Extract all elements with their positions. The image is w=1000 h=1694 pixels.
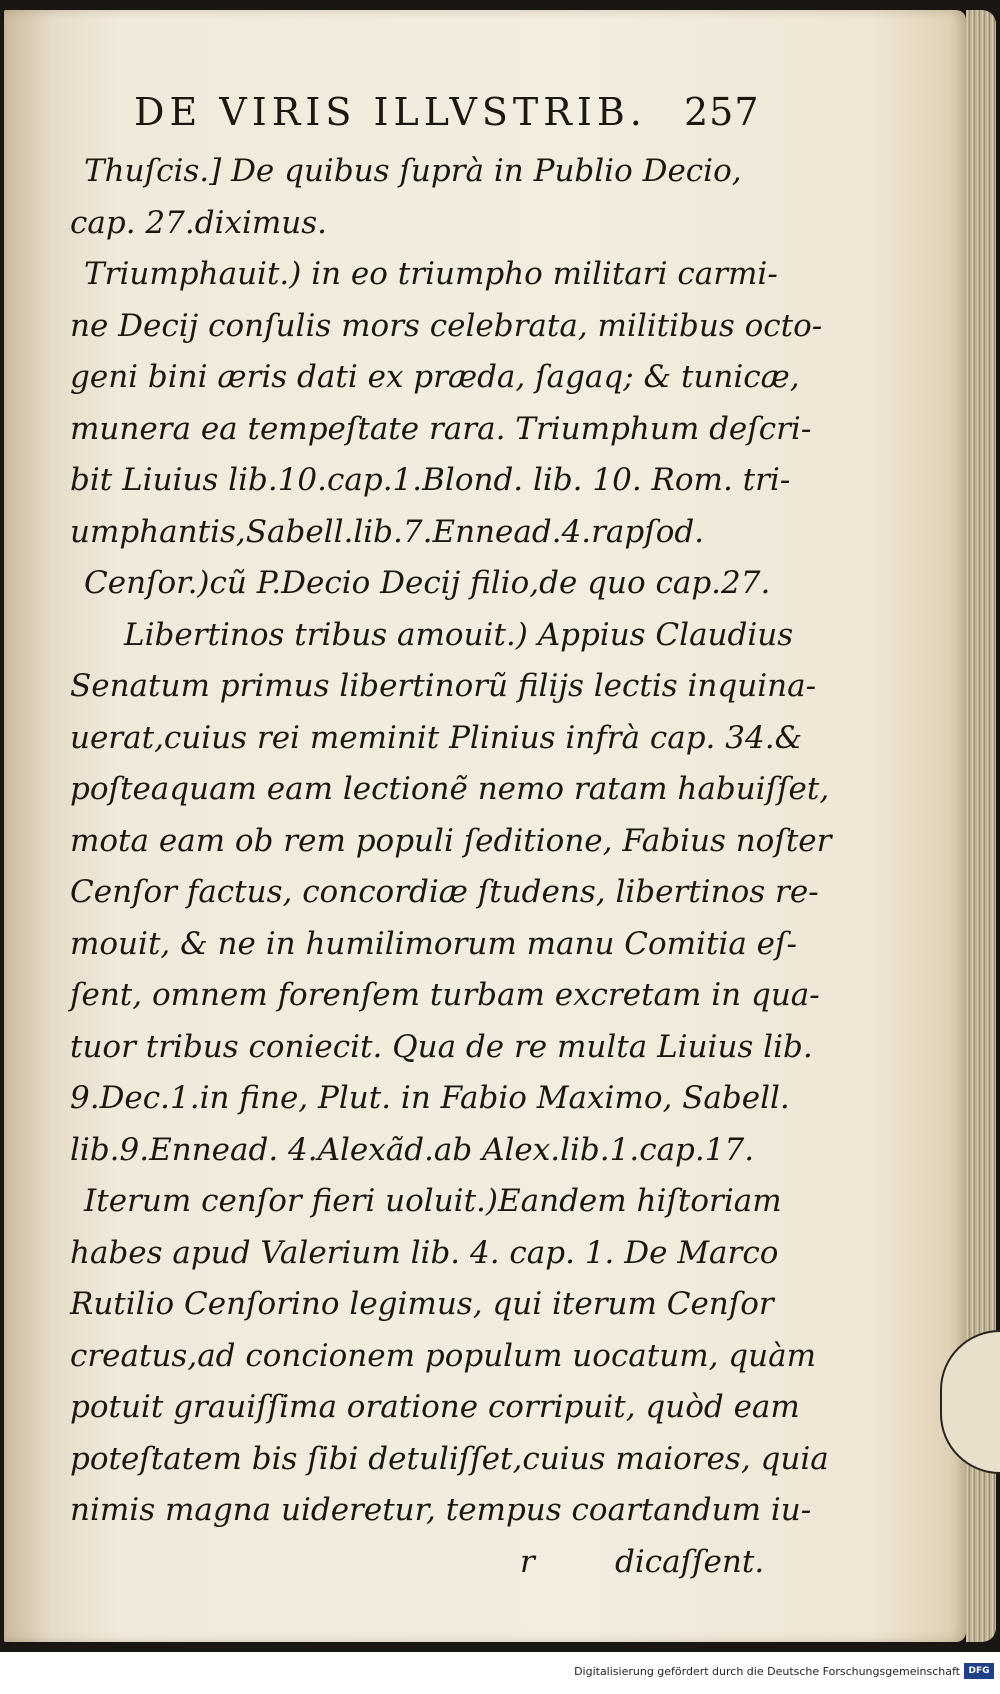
body-text bbox=[70, 146, 832, 1588]
text-line: umphantis,Sabell.lib.7.Ennead.4.rapſod. bbox=[70, 513, 705, 550]
text-line: creatus,ad concionem populum uocatum, quàm bbox=[70, 1337, 816, 1374]
text-line: habes apud Valerium lib. 4. cap. 1. De Marco bbox=[70, 1234, 779, 1271]
text-line: lib.9.Ennead. 4.Alexãd.ab Alex.lib.1.cap.17. bbox=[70, 1131, 755, 1168]
dfg-logo: DFG bbox=[964, 1663, 994, 1679]
catchline bbox=[70, 1537, 770, 1589]
text-line: geni bini æris dati ex præda, ſagaq; & tunicæ, bbox=[70, 359, 800, 395]
text-line: poteſtatem bis ſibi detuliſſet,cuius maiores, quia bbox=[70, 1440, 829, 1477]
text-line: potuit grauiſſima oratione corripuit, quòd eam bbox=[70, 1389, 800, 1425]
text-line: uerat,cuius rei meminit Plinius infrà cap. 34.& bbox=[70, 719, 803, 756]
text-line: munera ea tempeſtate rara. Triumphum deſcri- bbox=[70, 410, 812, 447]
text-line: 9.Dec.1.in fine, Plut. in Fabio Maximo, Sabell. bbox=[70, 1080, 790, 1116]
page-number: 257 bbox=[684, 90, 760, 134]
text-line: ſent, omnem forenſem turbam excretam in qua- bbox=[70, 977, 820, 1013]
signature-mark: r bbox=[520, 1543, 535, 1580]
text-line: cap. 27.diximus. bbox=[70, 204, 327, 241]
text-line: Iterum cenſor fieri uoluit.)Eandem hiſtoriam bbox=[84, 1183, 782, 1219]
text-line: mota eam ob rem populi ſeditione, Fabius noſter bbox=[70, 822, 832, 859]
text-line: poſteaquam eam lectionẽ nemo ratam habuiſſet, bbox=[70, 771, 830, 807]
digitization-footer bbox=[0, 1652, 1000, 1694]
text-line: nimis magna uideretur, tempus coartandum iu- bbox=[70, 1492, 812, 1528]
text-line: Cenſor factus, concordiæ ſtudens, libertinos re- bbox=[70, 874, 819, 910]
running-title: DE VIRIS ILLVSTRIB. bbox=[134, 90, 647, 134]
catchword: dicaſſent. bbox=[615, 1543, 765, 1580]
text-line: Triumphauit.) in eo triumpho militari carmi- bbox=[84, 256, 778, 292]
text-line: Thuſcis.] De quibus ſuprà in Publio Decio, bbox=[84, 153, 742, 189]
text-line: Senatum primus libertinorũ filijs lectis inquina- bbox=[70, 668, 817, 704]
text-line: mouit, & ne in humilimorum manu Comitia eſ- bbox=[70, 925, 797, 962]
text-line: Rutilio Cenſorino legimus, qui iterum Cenſor bbox=[70, 1286, 774, 1322]
book-page bbox=[4, 10, 966, 1642]
text-line: tuor tribus coniecit. Qua de re multa Liuius lib. bbox=[70, 1028, 813, 1065]
funding-credit: Digitalisierung gefördert durch die Deutsche Forschungsgemeinschaft bbox=[574, 1665, 960, 1678]
text-line: ne Decij conſulis mors celebrata, militibus octo- bbox=[70, 307, 823, 344]
page-header bbox=[134, 90, 760, 140]
text-line: bit Liuius lib.10.cap.1.Blond. lib. 10. Rom. tri- bbox=[70, 462, 791, 498]
text-line: Cenſor.)cũ P.Decio Decij filio,de quo cap.27. bbox=[84, 565, 771, 601]
text-line: Libertinos tribus amouit.) Appius Claudius bbox=[124, 616, 794, 653]
